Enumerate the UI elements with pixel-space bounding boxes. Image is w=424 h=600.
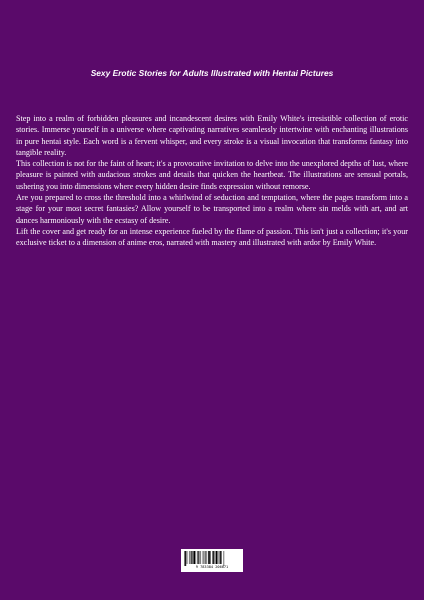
isbn-barcode [181,549,243,572]
barcode-number: 9 783384 206071 [195,565,229,569]
blurb-paragraph-2: This collection is not for the faint of heart; it's a provocative invitation to delve into the unexplored depths of lust, where pleasure is painted with audacious strokes and details that quicken the heartbeat. The illustrations are sensual portals, ushering you into dimensions where every hidden desire finds expression without remorse. [16,159,408,191]
barcode-bars-icon [181,549,243,566]
blurb-paragraph-3: Are you prepared to cross the threshold into a whirlwind of seduction and temptation, where the pages transform into a stage for your most secret fantasies? Allow yourself to be transported into a realm where sin melds with art, and art dances harmoniously with the ecstasy of desire. [16,193,408,225]
blurb-paragraph-4: Lift the cover and get ready for an intense experience fueled by the flame of passion. This isn't just a collection; it's your exclusive ticket to a dimension of anime eros, narrated with mastery and illustrated with ardor by Emily White. [16,226,408,248]
blurb-paragraph-1: Step into a realm of forbidden pleasures and incandescent desires with Emily White's irresistible collection of erotic stories. Immerse yourself in a universe where captivating narratives seamlessly intertwine with enchanting illustrations in pure hentai style. Each word is a fervent whisper, and every stroke is a visual invocation that transforms fantasy into tangible reality. [16,114,408,157]
cover-title: Sexy Erotic Stories for Adults Illustrated with Hentai Pictures [90,68,334,78]
blurb [16,113,408,249]
